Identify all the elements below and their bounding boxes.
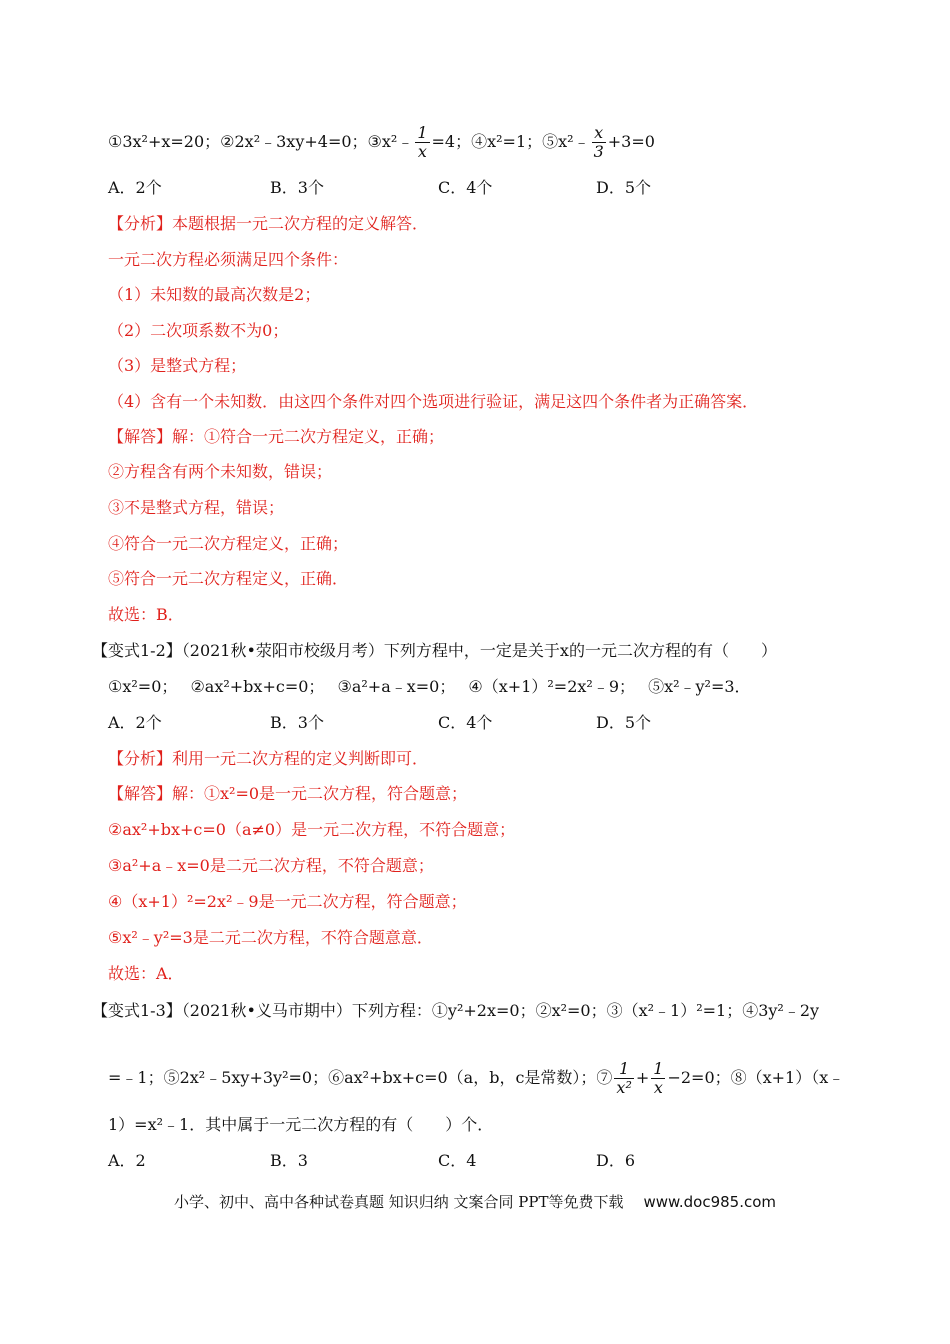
q1-analysis-line: （3）是整式方程； [108, 356, 247, 375]
q2-answer-line: ⑤x²﹣y²=3是二元二次方程，不符合题意意． [108, 928, 433, 947]
q3-option-a: A．2 [108, 1151, 146, 1170]
footer-text: 小学、初中、高中各种试卷真题 知识归纳 文案合同 PPT等免费下载 [173, 1193, 624, 1211]
q1-fraction-2: $\frac{x}{3}$ [593, 123, 604, 161]
q2-option-d: D．5个 [596, 713, 652, 732]
q3-line-2-part2: −2=0；⑧（x+1）（x﹣ [667, 1068, 845, 1087]
q2-title: 【变式1-2】（2021秋•荥阳市校级月考）下列方程中，一定是关于x的一元二次方程的有（ ） [92, 641, 777, 660]
q1-analysis-line: 一元二次方程必须满足四个条件： [108, 250, 349, 269]
q1-analysis-line: 【分析】本题根据一元二次方程的定义解答． [108, 214, 429, 233]
q1-analysis-line: （2）二次项系数不为0； [108, 321, 289, 340]
q2-answer-line: 故选：A． [108, 964, 184, 983]
q2-option-a: A．2个 [108, 713, 162, 732]
q2-answer-line: ③a²+a﹣x=0是二元二次方程，不符合题意； [108, 856, 434, 875]
q1-solution-line: 故选：B． [108, 605, 184, 624]
q1-option-b: B．3个 [270, 178, 324, 197]
q2-answer-line: 【分析】利用一元二次方程的定义判断即可． [108, 749, 429, 768]
q3-line-1: 【变式1-3】（2021秋•义马市期中）下列方程：①y²+2x=0；②x²=0；③（x²﹣1）²=1；④3y²﹣2y [92, 1001, 820, 1020]
q1-solution-line: ④符合一元二次方程定义，正确； [108, 534, 349, 553]
q1-equations-part2: =4；④x²=1；⑤x²﹣ [431, 132, 590, 151]
q1-solution-line: ③不是整式方程，错误； [108, 498, 285, 517]
q2-answer-line: 【解答】解：①x²=0是一元二次方程，符合题意； [108, 784, 468, 803]
q1-solution-line: ②方程含有两个未知数，错误； [108, 462, 333, 481]
q3-fraction-2: $\frac{1}{x}$ [653, 1059, 664, 1097]
q1-equations [108, 124, 655, 161]
q1-option-a: A．2个 [108, 178, 162, 197]
footer-url[interactable]: www.doc985.com [643, 1193, 777, 1211]
q1-analysis-line: （4）含有一个未知数．由这四个条件对四个选项进行验证，满足这四个条件者为正确答案． [108, 392, 759, 411]
q1-solution-line: 【解答】解：①符合一元二次方程定义，正确； [108, 427, 445, 446]
q1-solution-line: ⑤符合一元二次方程定义，正确． [108, 569, 349, 588]
q2-equations: ①x²=0； ②ax²+bx+c=0； ③a²+a﹣x=0； ④（x+1）²=2x²﹣9； ⑤x²﹣y²=3． [108, 677, 751, 696]
q3-option-d: D．6 [596, 1151, 636, 1170]
q1-fraction-1: $\frac{1}{x}$ [417, 123, 428, 161]
q1-option-c: C．4个 [438, 178, 493, 197]
q1-equations-part3: +3=0 [607, 132, 655, 151]
q3-line-2-part1: =﹣1；⑤2x²﹣5xy+3y²=0；⑥ax²+bx+c=0（a，b，c是常数）；⑦ [108, 1068, 613, 1087]
q2-option-b: B．3个 [270, 713, 324, 732]
q3-fraction-1: $\frac{1}{\text{x²}}$ [616, 1059, 632, 1097]
q3-option-b: B．3 [270, 1151, 308, 1170]
page-footer [0, 1191, 950, 1212]
q3-line-2 [108, 1060, 844, 1097]
q2-answer-line: ④（x+1）²=2x²﹣9是一元二次方程，符合题意； [108, 892, 467, 911]
q2-answer-line: ②ax²+bx+c=0（a≠0）是一元二次方程，不符合题意； [108, 820, 516, 839]
q1-option-d: D．5个 [596, 178, 652, 197]
q3-option-c: C．4 [438, 1151, 477, 1170]
q1-equations-part1: ①3x²+x=20；②2x²﹣3xy+4=0；③x²﹣ [108, 132, 414, 151]
q3-plus: + [635, 1068, 650, 1087]
q1-analysis-line: （1）未知数的最高次数是2； [108, 285, 321, 304]
q3-line-3: 1）=x²﹣1．其中属于一元二次方程的有（ ）个． [108, 1115, 494, 1134]
q2-option-c: C．4个 [438, 713, 493, 732]
